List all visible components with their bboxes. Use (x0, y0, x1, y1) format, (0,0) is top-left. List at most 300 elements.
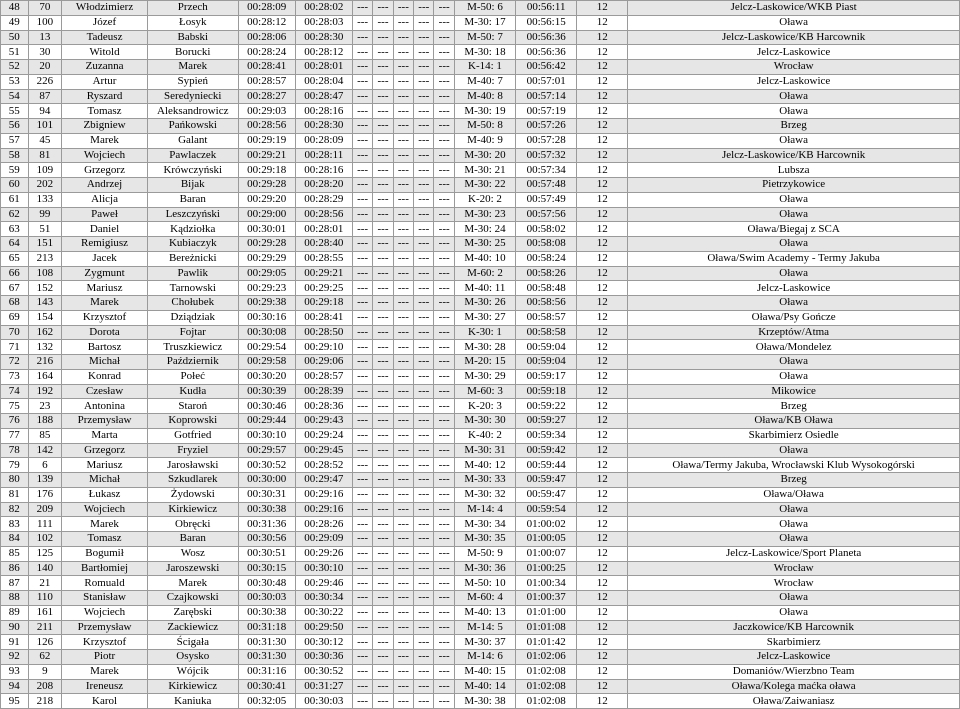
club-cell: Oława (628, 502, 960, 517)
position-cell: 63 (1, 222, 29, 237)
position-cell: 90 (1, 620, 29, 635)
split-1-cell: 00:29:23 (238, 281, 295, 296)
last-name-cell: Obręcki (147, 517, 238, 532)
distance-cell: 12 (577, 443, 628, 458)
table-row (1, 60, 960, 75)
empty-split-cell: --- (434, 384, 454, 399)
table-row (1, 310, 960, 325)
split-1-cell: 00:28:41 (238, 60, 295, 75)
club-cell: Brzeg (628, 473, 960, 488)
split-1-cell: 00:29:19 (238, 133, 295, 148)
club-cell: Oława/Swim Academy - Termy Jakuba (628, 251, 960, 266)
club-cell: Jelcz-Laskowice/Sport Planeta (628, 546, 960, 561)
empty-split-cell: --- (352, 237, 372, 252)
club-cell: Jaczkowice/KB Harcownik (628, 620, 960, 635)
distance-cell: 12 (577, 473, 628, 488)
split-1-cell: 00:30:20 (238, 369, 295, 384)
category-cell: M-40: 10 (454, 251, 515, 266)
first-name-cell: Mariusz (62, 281, 148, 296)
position-cell: 72 (1, 355, 29, 370)
empty-split-cell: --- (373, 591, 393, 606)
last-name-cell: Połeć (147, 369, 238, 384)
split-2-cell: 00:29:18 (295, 296, 352, 311)
category-cell: M-50: 10 (454, 576, 515, 591)
first-name-cell: Alicja (62, 192, 148, 207)
last-name-cell: Jaroszewski (147, 561, 238, 576)
empty-split-cell: --- (434, 561, 454, 576)
empty-split-cell: --- (414, 104, 434, 119)
first-name-cell: Bogumił (62, 546, 148, 561)
empty-split-cell: --- (373, 281, 393, 296)
bib-cell: 111 (28, 517, 62, 532)
table-row (1, 163, 960, 178)
category-cell: M-30: 24 (454, 222, 515, 237)
distance-cell: 12 (577, 399, 628, 414)
empty-split-cell: --- (414, 266, 434, 281)
distance-cell: 12 (577, 133, 628, 148)
bib-cell: 45 (28, 133, 62, 148)
split-2-cell: 00:29:25 (295, 281, 352, 296)
empty-split-cell: --- (352, 650, 372, 665)
category-cell: M-30: 19 (454, 104, 515, 119)
empty-split-cell: --- (352, 30, 372, 45)
position-cell: 51 (1, 45, 29, 60)
empty-split-cell: --- (352, 119, 372, 134)
position-cell: 86 (1, 561, 29, 576)
last-name-cell: Czajkowski (147, 591, 238, 606)
bib-cell: 94 (28, 104, 62, 119)
position-cell: 89 (1, 605, 29, 620)
table-row (1, 369, 960, 384)
distance-cell: 12 (577, 310, 628, 325)
empty-split-cell: --- (434, 591, 454, 606)
total-time-cell: 00:58:48 (516, 281, 577, 296)
empty-split-cell: --- (373, 605, 393, 620)
empty-split-cell: --- (414, 251, 434, 266)
empty-split-cell: --- (414, 222, 434, 237)
empty-split-cell: --- (414, 517, 434, 532)
total-time-cell: 00:59:34 (516, 428, 577, 443)
total-time-cell: 00:59:44 (516, 458, 577, 473)
empty-split-cell: --- (373, 119, 393, 134)
split-1-cell: 00:30:38 (238, 502, 295, 517)
category-cell: M-30: 17 (454, 15, 515, 30)
total-time-cell: 01:01:42 (516, 635, 577, 650)
position-cell: 78 (1, 443, 29, 458)
total-time-cell: 00:56:36 (516, 45, 577, 60)
bib-cell: 21 (28, 576, 62, 591)
empty-split-cell: --- (414, 532, 434, 547)
bib-cell: 110 (28, 591, 62, 606)
empty-split-cell: --- (373, 473, 393, 488)
split-1-cell: 00:31:30 (238, 635, 295, 650)
distance-cell: 12 (577, 45, 628, 60)
first-name-cell: Marek (62, 133, 148, 148)
empty-split-cell: --- (393, 133, 413, 148)
first-name-cell: Ireneusz (62, 679, 148, 694)
empty-split-cell: --- (434, 355, 454, 370)
total-time-cell: 01:02:08 (516, 694, 577, 709)
category-cell: M-30: 34 (454, 517, 515, 532)
split-2-cell: 00:29:16 (295, 487, 352, 502)
first-name-cell: Grzegorz (62, 443, 148, 458)
split-1-cell: 00:28:24 (238, 45, 295, 60)
empty-split-cell: --- (373, 251, 393, 266)
empty-split-cell: --- (373, 74, 393, 89)
empty-split-cell: --- (393, 443, 413, 458)
club-cell: Wrocław (628, 561, 960, 576)
position-cell: 65 (1, 251, 29, 266)
split-1-cell: 00:29:38 (238, 296, 295, 311)
bib-cell: 99 (28, 207, 62, 222)
last-name-cell: Kądziołka (147, 222, 238, 237)
distance-cell: 12 (577, 1, 628, 16)
distance-cell: 12 (577, 251, 628, 266)
empty-split-cell: --- (414, 502, 434, 517)
split-1-cell: 00:29:58 (238, 355, 295, 370)
empty-split-cell: --- (414, 133, 434, 148)
empty-split-cell: --- (373, 133, 393, 148)
empty-split-cell: --- (373, 517, 393, 532)
last-name-cell: Fryziel (147, 443, 238, 458)
total-time-cell: 00:57:49 (516, 192, 577, 207)
club-cell: Oława (628, 517, 960, 532)
empty-split-cell: --- (434, 620, 454, 635)
empty-split-cell: --- (352, 251, 372, 266)
empty-split-cell: --- (393, 237, 413, 252)
last-name-cell: Pawlik (147, 266, 238, 281)
split-1-cell: 00:31:30 (238, 650, 295, 665)
last-name-cell: Borucki (147, 45, 238, 60)
club-cell: Jelcz-Laskowice (628, 281, 960, 296)
total-time-cell: 01:00:25 (516, 561, 577, 576)
empty-split-cell: --- (393, 620, 413, 635)
first-name-cell: Wojciech (62, 605, 148, 620)
last-name-cell: Kaniuka (147, 694, 238, 709)
total-time-cell: 00:59:47 (516, 473, 577, 488)
bib-cell: 188 (28, 414, 62, 429)
empty-split-cell: --- (373, 355, 393, 370)
position-cell: 67 (1, 281, 29, 296)
first-name-cell: Witold (62, 45, 148, 60)
category-cell: M-30: 21 (454, 163, 515, 178)
empty-split-cell: --- (414, 60, 434, 75)
split-2-cell: 00:28:57 (295, 369, 352, 384)
split-2-cell: 00:28:04 (295, 74, 352, 89)
distance-cell: 12 (577, 532, 628, 547)
empty-split-cell: --- (352, 458, 372, 473)
empty-split-cell: --- (434, 119, 454, 134)
empty-split-cell: --- (414, 163, 434, 178)
empty-split-cell: --- (352, 635, 372, 650)
total-time-cell: 00:58:58 (516, 325, 577, 340)
club-cell: Jelcz-Laskowice/KB Harcownik (628, 148, 960, 163)
empty-split-cell: --- (352, 133, 372, 148)
first-name-cell: Tomasz (62, 104, 148, 119)
club-cell: Lubsza (628, 163, 960, 178)
distance-cell: 12 (577, 355, 628, 370)
split-2-cell: 00:31:27 (295, 679, 352, 694)
last-name-cell: Babski (147, 30, 238, 45)
empty-split-cell: --- (414, 45, 434, 60)
total-time-cell: 00:57:48 (516, 178, 577, 193)
empty-split-cell: --- (393, 60, 413, 75)
empty-split-cell: --- (434, 281, 454, 296)
position-cell: 57 (1, 133, 29, 148)
split-2-cell: 00:28:30 (295, 119, 352, 134)
empty-split-cell: --- (434, 178, 454, 193)
empty-split-cell: --- (414, 664, 434, 679)
first-name-cell: Przemysław (62, 620, 148, 635)
empty-split-cell: --- (373, 45, 393, 60)
table-row (1, 340, 960, 355)
club-cell: Jelcz-Laskowice/WKB Piast (628, 1, 960, 16)
position-cell: 91 (1, 635, 29, 650)
table-row (1, 620, 960, 635)
first-name-cell: Antonina (62, 399, 148, 414)
club-cell: Brzeg (628, 119, 960, 134)
distance-cell: 12 (577, 237, 628, 252)
empty-split-cell: --- (434, 60, 454, 75)
split-1-cell: 00:29:28 (238, 178, 295, 193)
total-time-cell: 00:56:36 (516, 30, 577, 45)
category-cell: M-30: 26 (454, 296, 515, 311)
empty-split-cell: --- (352, 428, 372, 443)
category-cell: M-60: 4 (454, 591, 515, 606)
total-time-cell: 00:59:18 (516, 384, 577, 399)
category-cell: M-40: 15 (454, 664, 515, 679)
category-cell: M-30: 33 (454, 473, 515, 488)
empty-split-cell: --- (393, 664, 413, 679)
empty-split-cell: --- (373, 561, 393, 576)
bib-cell: 154 (28, 310, 62, 325)
empty-split-cell: --- (373, 237, 393, 252)
position-cell: 68 (1, 296, 29, 311)
last-name-cell: Szkudlarek (147, 473, 238, 488)
split-2-cell: 00:28:52 (295, 458, 352, 473)
bib-cell: 100 (28, 15, 62, 30)
total-time-cell: 00:56:15 (516, 15, 577, 30)
first-name-cell: Wojciech (62, 502, 148, 517)
empty-split-cell: --- (393, 591, 413, 606)
empty-split-cell: --- (434, 679, 454, 694)
category-cell: M-30: 32 (454, 487, 515, 502)
category-cell: K-40: 2 (454, 428, 515, 443)
distance-cell: 12 (577, 502, 628, 517)
empty-split-cell: --- (373, 414, 393, 429)
table-row (1, 487, 960, 502)
distance-cell: 12 (577, 620, 628, 635)
table-row (1, 502, 960, 517)
bib-cell: 132 (28, 340, 62, 355)
category-cell: M-30: 27 (454, 310, 515, 325)
bib-cell: 125 (28, 546, 62, 561)
last-name-cell: Tarnowski (147, 281, 238, 296)
split-1-cell: 00:32:05 (238, 694, 295, 709)
split-1-cell: 00:30:51 (238, 546, 295, 561)
category-cell: M-20: 15 (454, 355, 515, 370)
bib-cell: 161 (28, 605, 62, 620)
bib-cell: 20 (28, 60, 62, 75)
empty-split-cell: --- (414, 89, 434, 104)
total-time-cell: 01:00:05 (516, 532, 577, 547)
empty-split-cell: --- (352, 15, 372, 30)
position-cell: 82 (1, 502, 29, 517)
split-2-cell: 00:28:40 (295, 237, 352, 252)
empty-split-cell: --- (373, 192, 393, 207)
distance-cell: 12 (577, 163, 628, 178)
position-cell: 92 (1, 650, 29, 665)
position-cell: 74 (1, 384, 29, 399)
table-row (1, 517, 960, 532)
category-cell: M-30: 23 (454, 207, 515, 222)
empty-split-cell: --- (393, 517, 413, 532)
split-1-cell: 00:30:46 (238, 399, 295, 414)
empty-split-cell: --- (393, 119, 413, 134)
empty-split-cell: --- (373, 664, 393, 679)
last-name-cell: Żydowski (147, 487, 238, 502)
empty-split-cell: --- (414, 650, 434, 665)
distance-cell: 12 (577, 517, 628, 532)
empty-split-cell: --- (414, 399, 434, 414)
table-row (1, 414, 960, 429)
empty-split-cell: --- (373, 266, 393, 281)
split-1-cell: 00:29:03 (238, 104, 295, 119)
empty-split-cell: --- (373, 620, 393, 635)
empty-split-cell: --- (414, 192, 434, 207)
empty-split-cell: --- (352, 620, 372, 635)
empty-split-cell: --- (352, 163, 372, 178)
table-row (1, 546, 960, 561)
distance-cell: 12 (577, 104, 628, 119)
first-name-cell: Tomasz (62, 532, 148, 547)
table-row (1, 650, 960, 665)
empty-split-cell: --- (393, 192, 413, 207)
club-cell: Oława (628, 605, 960, 620)
empty-split-cell: --- (352, 443, 372, 458)
empty-split-cell: --- (393, 178, 413, 193)
empty-split-cell: --- (393, 15, 413, 30)
table-row (1, 694, 960, 709)
last-name-cell: Koprowski (147, 414, 238, 429)
first-name-cell: Grzegorz (62, 163, 148, 178)
distance-cell: 12 (577, 591, 628, 606)
empty-split-cell: --- (373, 458, 393, 473)
empty-split-cell: --- (393, 561, 413, 576)
empty-split-cell: --- (414, 237, 434, 252)
club-cell: Oława/Kolega maćka oława (628, 679, 960, 694)
table-row (1, 458, 960, 473)
empty-split-cell: --- (352, 45, 372, 60)
distance-cell: 12 (577, 325, 628, 340)
last-name-cell: Wójcik (147, 664, 238, 679)
empty-split-cell: --- (393, 104, 413, 119)
first-name-cell: Karol (62, 694, 148, 709)
last-name-cell: Kudła (147, 384, 238, 399)
empty-split-cell: --- (434, 414, 454, 429)
total-time-cell: 00:59:04 (516, 355, 577, 370)
total-time-cell: 00:57:01 (516, 74, 577, 89)
position-cell: 85 (1, 546, 29, 561)
empty-split-cell: --- (352, 532, 372, 547)
total-time-cell: 01:02:08 (516, 679, 577, 694)
table-row (1, 30, 960, 45)
split-1-cell: 00:28:27 (238, 89, 295, 104)
total-time-cell: 01:00:34 (516, 576, 577, 591)
split-1-cell: 00:28:57 (238, 74, 295, 89)
empty-split-cell: --- (434, 502, 454, 517)
empty-split-cell: --- (373, 428, 393, 443)
distance-cell: 12 (577, 178, 628, 193)
bib-cell: 202 (28, 178, 62, 193)
empty-split-cell: --- (352, 605, 372, 620)
empty-split-cell: --- (393, 281, 413, 296)
total-time-cell: 00:57:26 (516, 119, 577, 134)
category-cell: M-30: 36 (454, 561, 515, 576)
empty-split-cell: --- (434, 443, 454, 458)
distance-cell: 12 (577, 15, 628, 30)
last-name-cell: Marek (147, 576, 238, 591)
split-2-cell: 00:28:11 (295, 148, 352, 163)
position-cell: 83 (1, 517, 29, 532)
split-2-cell: 00:29:09 (295, 532, 352, 547)
table-row (1, 15, 960, 30)
club-cell: Oława/Termy Jakuba, Wrocławski Klub Wysokogórski (628, 458, 960, 473)
bib-cell: 23 (28, 399, 62, 414)
split-1-cell: 00:30:03 (238, 591, 295, 606)
club-cell: Domaniów/Wierzbno Team (628, 664, 960, 679)
split-2-cell: 00:28:01 (295, 60, 352, 75)
category-cell: M-60: 3 (454, 384, 515, 399)
bib-cell: 211 (28, 620, 62, 635)
position-cell: 80 (1, 473, 29, 488)
bib-cell: 30 (28, 45, 62, 60)
total-time-cell: 00:59:42 (516, 443, 577, 458)
total-time-cell: 01:00:02 (516, 517, 577, 532)
split-2-cell: 00:28:29 (295, 192, 352, 207)
bib-cell: 6 (28, 458, 62, 473)
distance-cell: 12 (577, 664, 628, 679)
first-name-cell: Józef (62, 15, 148, 30)
club-cell: Jelcz-Laskowice (628, 650, 960, 665)
empty-split-cell: --- (393, 576, 413, 591)
split-2-cell: 00:29:45 (295, 443, 352, 458)
empty-split-cell: --- (414, 296, 434, 311)
total-time-cell: 01:00:37 (516, 591, 577, 606)
first-name-cell: Marta (62, 428, 148, 443)
last-name-cell: Jarosławski (147, 458, 238, 473)
split-2-cell: 00:28:56 (295, 207, 352, 222)
club-cell: Oława (628, 355, 960, 370)
first-name-cell: Przemysław (62, 414, 148, 429)
category-cell: M-30: 37 (454, 635, 515, 650)
empty-split-cell: --- (352, 399, 372, 414)
split-1-cell: 00:29:05 (238, 266, 295, 281)
split-1-cell: 00:30:48 (238, 576, 295, 591)
category-cell: M-30: 20 (454, 148, 515, 163)
empty-split-cell: --- (414, 458, 434, 473)
empty-split-cell: --- (434, 30, 454, 45)
empty-split-cell: --- (352, 178, 372, 193)
club-cell: Oława/Biegaj z SCA (628, 222, 960, 237)
empty-split-cell: --- (414, 340, 434, 355)
empty-split-cell: --- (352, 325, 372, 340)
first-name-cell: Romuald (62, 576, 148, 591)
empty-split-cell: --- (414, 428, 434, 443)
empty-split-cell: --- (414, 679, 434, 694)
last-name-cell: Leszczyński (147, 207, 238, 222)
empty-split-cell: --- (393, 428, 413, 443)
